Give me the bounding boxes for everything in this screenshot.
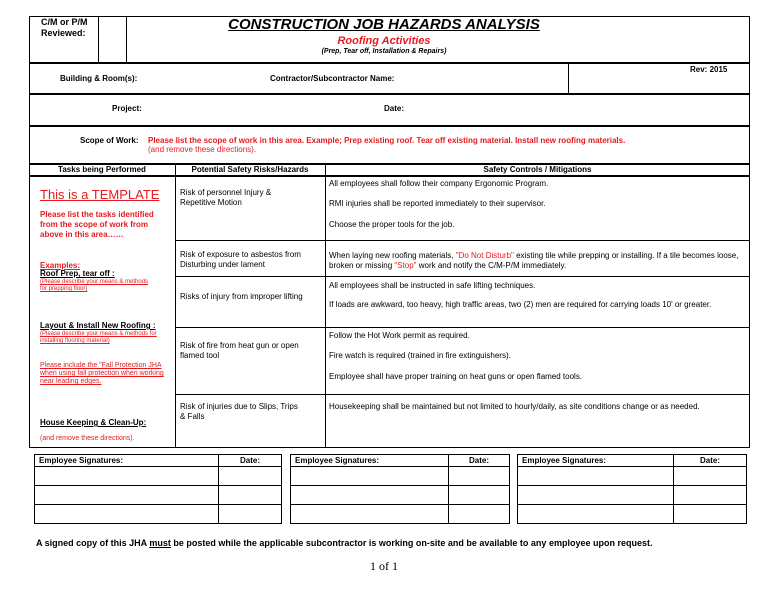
date-column-label: Date: xyxy=(468,456,489,465)
date-input-cell[interactable] xyxy=(448,504,510,524)
risk-item: Risk of personnel Injury & Repetitive Motion xyxy=(180,188,272,207)
rev-label: Rev: 2015 xyxy=(690,65,728,74)
cm-label: C/M or P/M xyxy=(41,17,88,27)
control-item: Employee shall have proper training on heat guns or open flamed tools. xyxy=(329,372,583,381)
control-item xyxy=(329,251,741,271)
signature-input-cell[interactable] xyxy=(34,504,219,524)
scope-label: Scope of Work: xyxy=(80,136,139,145)
header-divider xyxy=(98,16,99,63)
signature-input-cell[interactable] xyxy=(290,504,449,524)
signature-input-cell[interactable] xyxy=(290,466,449,486)
date-column-label: Date: xyxy=(699,456,720,465)
page-subtitle-detail: (Prep, Tear off, Installation & Repairs) xyxy=(321,48,447,55)
col-risks-header: Potential Safety Risks/Hazards xyxy=(191,165,309,174)
footer-must: must xyxy=(149,538,171,548)
stop-text: "Stop" xyxy=(394,261,417,270)
fall-protection-note: Please include the "Fall Protection JHA when using fall protection when working near leading edges. xyxy=(40,362,164,385)
remove-directions-note: (and remove these directions). xyxy=(40,435,135,442)
date-input-cell[interactable] xyxy=(218,485,282,505)
control-item: Housekeeping shall be maintained but not limited to hourly/daily, as site conditions change or as needed. xyxy=(329,402,700,411)
scope-text: Please list the scope of work in this area. Example; Prep existing roof. Tear off existing material. Install new roofing materials. xyxy=(148,136,626,145)
scope-note: (and remove these directions). xyxy=(148,145,257,154)
page-number: 1 of 1 xyxy=(370,559,398,573)
date-input-cell[interactable] xyxy=(448,466,510,486)
date-label: Date: xyxy=(384,104,405,113)
employee-signatures-label: Employee Signatures: xyxy=(295,456,380,465)
signature-input-cell[interactable] xyxy=(517,485,674,505)
employee-signatures-label: Employee Signatures: xyxy=(39,456,124,465)
footer-note xyxy=(36,538,652,549)
risk-item: Risks of injury from improper lifting xyxy=(180,292,303,301)
footer-text: be posted while the applicable subcontractor is working on-site and be available to any employee upon request. xyxy=(170,538,653,548)
col-tasks-header: Tasks being Performed xyxy=(58,165,146,174)
page-title: CONSTRUCTION JOB HAZARDS ANALYSIS xyxy=(228,16,540,33)
control-text: When laying new roofing materials, xyxy=(329,251,456,260)
task-instructions: Please list the tasks identified from the scope of work from above in this area…… xyxy=(40,210,154,239)
date-column-label: Date: xyxy=(239,456,260,465)
task-roof-prep: Roof Prep, tear off : xyxy=(40,269,115,278)
building-divider xyxy=(568,63,569,94)
col-controls-header: Safety Controls / Mitigations xyxy=(483,165,592,174)
signature-input-cell[interactable] xyxy=(34,466,219,486)
date-input-cell[interactable] xyxy=(673,485,747,505)
task-roof-prep-note: (Please describe your means & methods for prepping floor) xyxy=(40,279,149,292)
reviewed-label: Reviewed: xyxy=(41,28,86,38)
date-input-cell[interactable] xyxy=(448,485,510,505)
control-text: work and notify the C/M-P/M immediately. xyxy=(416,261,567,270)
do-not-disturb-text: "Do Not Disturb" xyxy=(455,251,514,260)
date-input-cell[interactable] xyxy=(673,466,747,486)
row-divider xyxy=(175,327,750,328)
signature-input-cell[interactable] xyxy=(517,504,674,524)
signature-input-cell[interactable] xyxy=(34,485,219,505)
risk-item: Risk of exposure to asbestos from Disturbing under lament xyxy=(180,250,301,269)
employee-signatures-label: Employee Signatures: xyxy=(522,456,607,465)
task-layout: Layout & Install New Roofing : xyxy=(40,321,156,330)
template-heading: This is a TEMPLATE xyxy=(40,187,160,202)
control-item: All employees shall be instructed in safe lifting techniques. xyxy=(329,281,536,290)
task-layout-note: (Please describe your means & methods for installing flooring material) xyxy=(40,331,157,344)
date-input-cell[interactable] xyxy=(673,504,747,524)
footer-text: A signed copy of this JHA xyxy=(36,538,150,548)
control-item: RMI injuries shall be reported immediately to their supervisor. xyxy=(329,199,546,208)
building-label: Building & Room(s): xyxy=(60,74,138,83)
row-divider xyxy=(175,394,750,395)
col-divider-1 xyxy=(175,164,176,448)
date-input-cell[interactable] xyxy=(218,466,282,486)
signature-input-cell[interactable] xyxy=(290,485,449,505)
control-item: If loads are awkward, too heavy, high traffic areas, two (2) men are required for carrying loads 10' or greater. xyxy=(329,300,712,309)
date-input-cell[interactable] xyxy=(218,504,282,524)
control-text: existing tile while prepping or installing. If a tile becomes loose, broken or missing xyxy=(329,251,739,270)
task-housekeeping: House Keeping & Clean-Up: xyxy=(40,418,147,427)
control-item: Follow the Hot Work permit as required. xyxy=(329,331,470,340)
control-item: Choose the proper tools for the job. xyxy=(329,220,455,229)
contractor-label: Contractor/Subcontractor Name: xyxy=(270,74,395,83)
risk-item: Risk of fire from heat gun or open flamed tool xyxy=(180,341,299,360)
control-item: Fire watch is required (trained in fire extinguishers). xyxy=(329,351,511,360)
examples-label: Examples: xyxy=(40,261,81,270)
page-subtitle: Roofing Activities xyxy=(337,35,431,47)
signature-input-cell[interactable] xyxy=(517,466,674,486)
row-divider xyxy=(175,240,750,241)
control-item: All employees shall follow their company Ergonomic Program. xyxy=(329,179,549,188)
col-divider-2 xyxy=(325,164,326,448)
row-divider xyxy=(175,276,750,277)
risk-item: Risk of injuries due to Slips, Trips & Falls xyxy=(180,402,298,421)
project-label: Project: xyxy=(112,104,142,113)
